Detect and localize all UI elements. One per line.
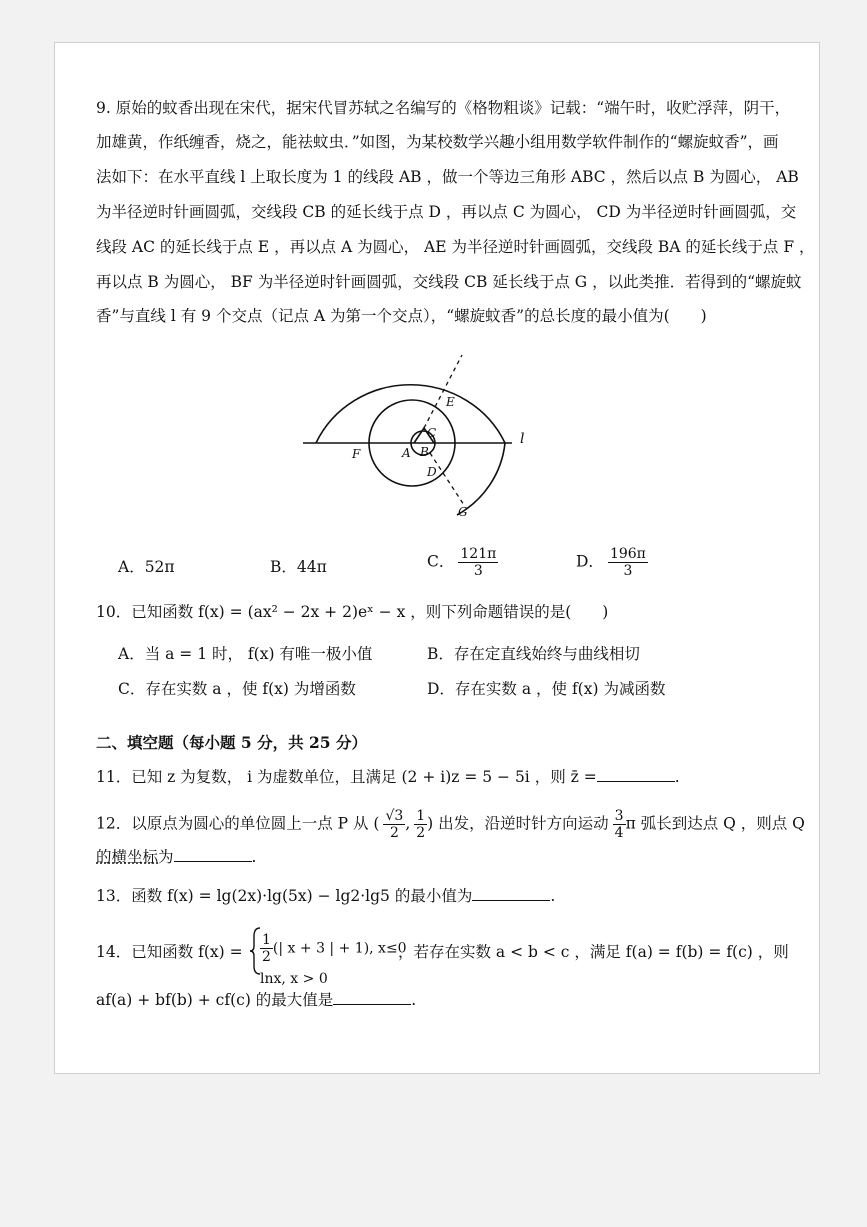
q11: 11．已知 z 为复数， i 为虚数单位，且满足 (2 + i)z = 5 − 5i ，则 z̄ = . <box>96 768 680 786</box>
q14-case-1: $\frac{1}{2}$ (| x + 3 | + 1), x≤0 <box>262 932 407 965</box>
label-d: D <box>427 465 437 479</box>
q9-line-5: 线段 AC 的延长线于点 E ，再以点 A 为圆心， AE 为半径逆时针画圆弧，交线段 BA 的延长线于点 F ， <box>96 238 815 256</box>
label-e: E <box>446 395 455 409</box>
q9-option-d[interactable] <box>576 546 648 579</box>
q11-answer-blank[interactable] <box>597 767 675 782</box>
label-c: C <box>427 426 437 440</box>
q12-fraction-2: $\frac{1}{2}$ <box>416 808 426 841</box>
q9-line-2: 加雄黄，作纸缠香，烧之，能祛蚊虫．”如图，为某校数学兴趣小组用数学软件制作的“螺旋蚊香”，画 <box>96 133 779 151</box>
spiral-figure <box>290 345 540 530</box>
q9-option-d-fraction: $\frac{196\pi}{3}$ <box>609 546 646 579</box>
q14-post: ，若存在实数 a < b < c ，满足 f(a) = f(b) = f(c) ，则 <box>398 943 789 961</box>
q14-case-2: lnx, x > 0 <box>260 971 328 987</box>
q14-answer-blank[interactable] <box>333 990 411 1005</box>
q9-option-c-prefix: C． <box>427 552 455 571</box>
q9-line-1: 9. 原始的蚊香出现在宋代，据宋代冒苏轼之名编写的《格物粗谈》记载：“端午时，收贮浮萍，阴干， <box>96 99 791 117</box>
q9-option-d-prefix: D． <box>576 552 604 571</box>
q9-option-a[interactable]: A．52π <box>118 558 175 576</box>
q9-option-b[interactable]: B．44π <box>270 558 327 576</box>
q14-line-2: af(a) + bf(b) + cf(c) 的最大值是 . <box>96 991 417 1009</box>
q12-fraction-1: $\frac{√3}{2}$ <box>385 808 404 841</box>
q9-option-c-fraction: $\frac{121\pi}{3}$ <box>460 546 497 579</box>
q12-line-1: 12．以原点为圆心的单位圆上一点 P 从 ( $\frac{√3}{2}$ , $\frac{1}{2}$ ) 出发，沿逆时针方向运动 $\frac{3}{4}$ π 弧长到达点 Q ，则点 Q <box>96 808 805 841</box>
q10-option-a[interactable]: A．当 a = 1 时， f(x) 有唯一极小值 <box>118 645 373 663</box>
label-g: G <box>458 505 468 519</box>
label-b: B <box>420 445 429 459</box>
section-2-title: 二、填空题（每小题 5 分，共 25 分） <box>96 733 367 752</box>
label-a: A <box>402 446 411 460</box>
q13: 13．函数 f(x) = lg(2x)·lg(5x) − lg2·lg5 的最小值为 . <box>96 887 556 905</box>
q9-line-7: 香”与直线 l 有 9 个交点（记点 A 为第一个交点），“螺旋蚊香”的总长度的最小值为( ) <box>96 307 707 325</box>
q9-line-3: 法如下：在水平直线 l 上取长度为 1 的线段 AB ，做一个等边三角形 ABC ，然后以点 B 为圆心， AB <box>96 168 799 186</box>
q10-option-c[interactable]: C．存在实数 a ，使 f(x) 为增函数 <box>118 680 356 698</box>
q12-line-2: 的横坐标为 . <box>96 848 257 866</box>
q14-piecewise <box>260 932 407 987</box>
q14-pre: 14．已知函数 f(x) = <box>96 943 243 961</box>
q12-fraction-3: $\frac{3}{4}$ <box>614 808 624 841</box>
label-f: F <box>352 447 361 461</box>
dashed-ce <box>424 355 462 428</box>
q10-option-b[interactable]: B．存在定直线始终与曲线相切 <box>427 645 640 663</box>
q9-line-4: 为半径逆时针画圆弧，交线段 CB 的延长线于点 D ，再以点 C 为圆心， CD 为半径逆时针画圆弧，交 <box>96 203 797 221</box>
q10-stem: 10．已知函数 f(x) = (ax² − 2x + 2)eˣ − x ，则下列命题错误的是( ) <box>96 603 609 621</box>
q9-option-c[interactable] <box>427 546 498 579</box>
q10-option-d[interactable]: D．存在实数 a ，使 f(x) 为减函数 <box>427 680 666 698</box>
q12-answer-blank[interactable] <box>174 847 252 862</box>
label-l: l <box>520 431 525 447</box>
q13-answer-blank[interactable] <box>472 886 550 901</box>
q9-line-6: 再以点 B 为圆心， BF 为半径逆时针画圆弧，交线段 CB 延长线于点 G ，以此类推．若得到的“螺旋蚊 <box>96 273 802 291</box>
